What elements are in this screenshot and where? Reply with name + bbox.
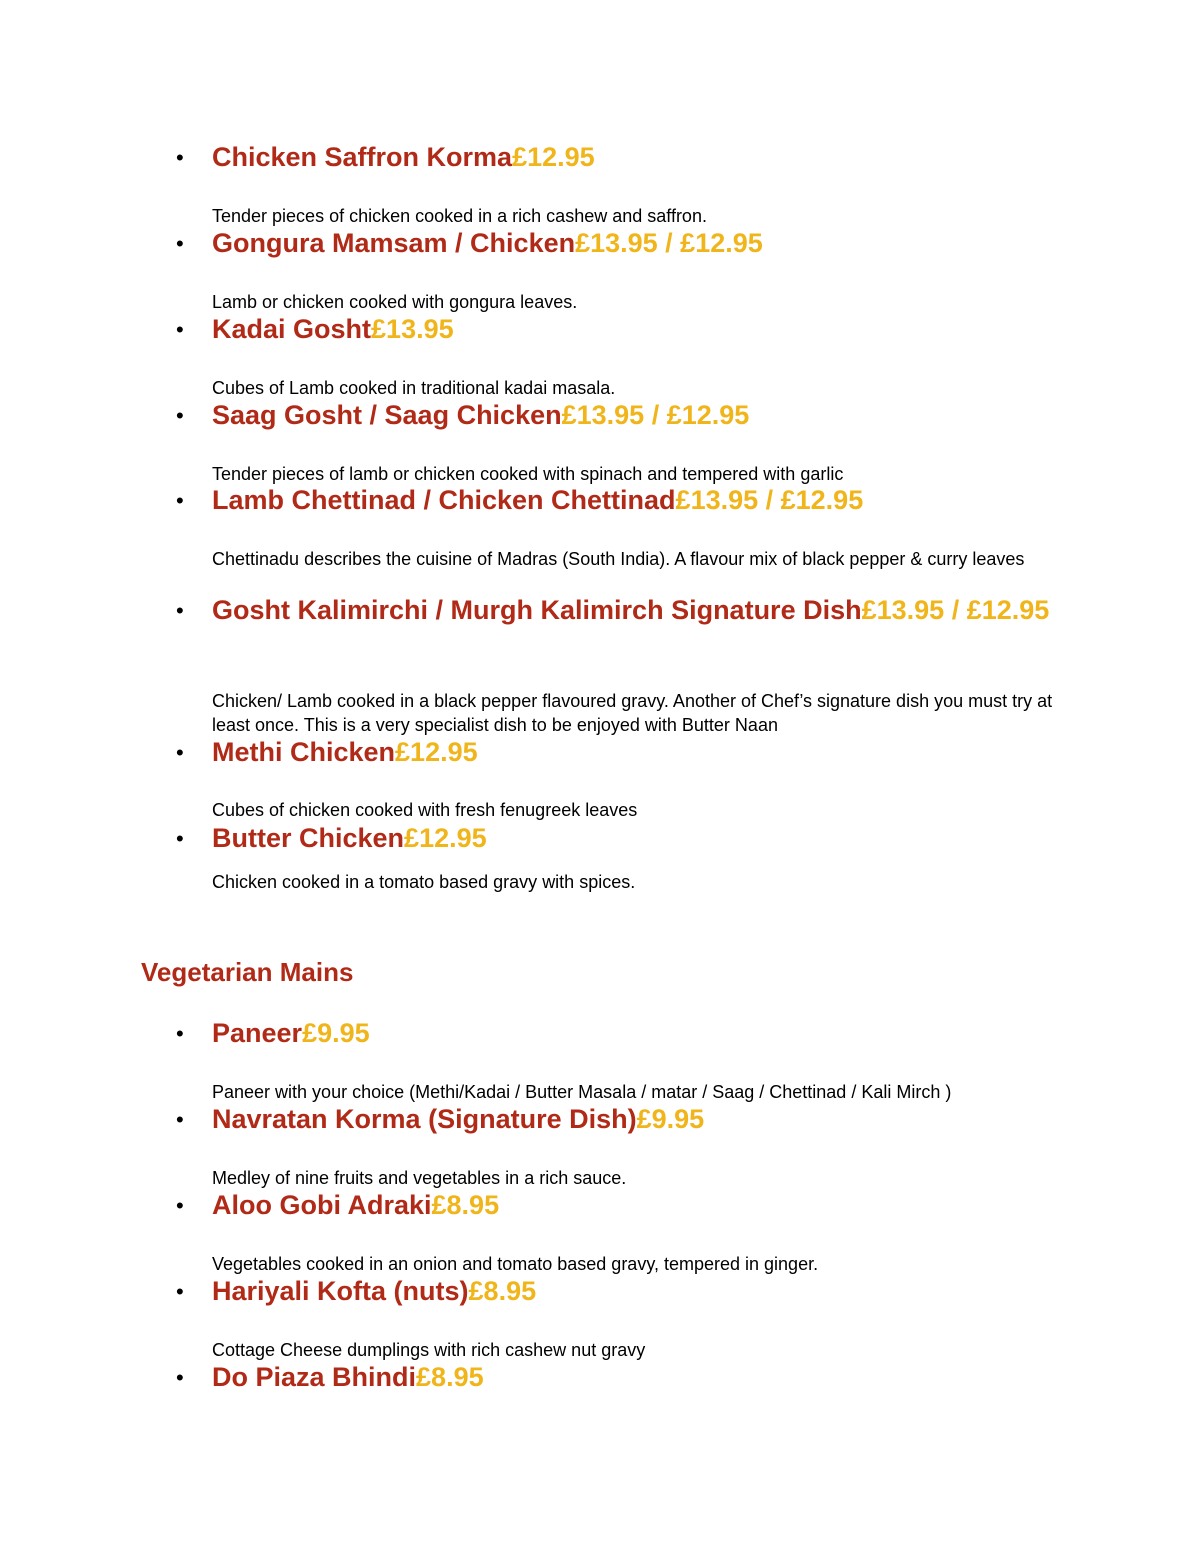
dish-price: £13.95 / £12.95 (575, 228, 763, 258)
dish-name: Saag Gosht / Saag Chicken (212, 400, 562, 430)
bullet-icon: • (176, 598, 184, 623)
dish-price: £12.95 (395, 737, 478, 767)
dish-name: Paneer (212, 1018, 303, 1048)
menu-item-title (176, 399, 1082, 432)
dish-name: Gosht Kalimirchi / Murgh Kalimirch Signature Dish (212, 595, 862, 625)
menu-item-title (176, 1017, 1082, 1050)
bullet-icon: • (176, 1279, 184, 1304)
dish-name: Methi Chicken (212, 737, 396, 767)
dish-description: Vegetables cooked in an onion and tomato based gravy, tempered in ginger. (212, 1254, 819, 1274)
bullet-icon: • (176, 826, 184, 851)
dish-price: £9.95 (636, 1104, 705, 1134)
dish-description: Cubes of chicken cooked with fresh fenugreek leaves (212, 800, 638, 820)
dish-description: Medley of nine fruits and vegetables in a rich sauce. (212, 1168, 627, 1188)
menu-item-title (176, 141, 1082, 174)
dish-description: Paneer with your choice (Methi/Kadai / Butter Masala / matar / Saag / Chettinad / Kali Mirch ) (212, 1082, 952, 1102)
bullet-icon: • (176, 1193, 184, 1218)
dish-price: £13.95 (371, 314, 454, 344)
menu-item-title (176, 594, 1082, 627)
bullet-icon: • (176, 488, 184, 513)
dish-price: £8.95 (431, 1190, 500, 1220)
dish-price: £13.95 / £12.95 (561, 400, 750, 430)
dish-description: Tender pieces of lamb or chicken cooked with spinach and tempered with garlic (212, 464, 844, 484)
menu-item-title (176, 1275, 1082, 1308)
bullet-icon: • (176, 231, 184, 256)
dish-name: Chicken Saffron Korma (212, 142, 513, 172)
dish-price: £8.95 (416, 1362, 484, 1392)
dish-description: Chicken/ Lamb cooked in a black pepper flavoured gravy. Another of Chef’s signature dish you must try at least once. This is a very specialist dish to be enjoyed with Butter Naan (212, 691, 1053, 735)
dish-name: Butter Chicken (212, 823, 405, 853)
dish-price: £8.95 (468, 1276, 537, 1306)
dish-description: Cubes of Lamb cooked in traditional kadai masala. (212, 378, 616, 398)
dish-description: Chicken cooked in a tomato based gravy with spices. (212, 872, 636, 892)
dish-price: £13.95 / £12.95 (861, 595, 1050, 625)
section-heading-vegetarian: Vegetarian Mains (141, 957, 354, 987)
bullet-icon: • (176, 740, 184, 765)
menu-item-title (176, 736, 1082, 769)
menu-item-title (176, 1103, 1082, 1136)
bullet-icon: • (176, 403, 184, 428)
menu-item-title (176, 822, 1082, 855)
menu-item-title (176, 227, 1082, 260)
dish-price: £9.95 (302, 1018, 370, 1048)
dish-description: Lamb or chicken cooked with gongura leaves. (212, 292, 578, 312)
dish-description: Chettinadu describes the cuisine of Madras (South India). A flavour mix of black pepper & curry leaves (212, 549, 1025, 569)
bullet-icon: • (176, 1365, 184, 1390)
dish-price: £13.95 / £12.95 (675, 485, 864, 515)
bullet-icon: • (176, 145, 184, 170)
dish-price: £12.95 (512, 142, 595, 172)
menu-item-title (176, 484, 1082, 517)
dish-description: Cottage Cheese dumplings with rich cashew nut gravy (212, 1340, 646, 1360)
dish-name: Navratan Korma (Signature Dish) (212, 1104, 637, 1134)
menu-item-title (176, 313, 1082, 346)
dish-name: Gongura Mamsam / Chicken (212, 228, 576, 258)
dish-name: Hariyali Kofta (nuts) (212, 1276, 469, 1306)
dish-name: Do Piaza Bhindi (212, 1362, 417, 1392)
menu-item-title (176, 1189, 1082, 1222)
dish-price: £12.95 (404, 823, 487, 853)
bullet-icon: • (176, 1021, 184, 1046)
dish-name: Kadai Gosht (212, 314, 372, 344)
bullet-icon: • (176, 1107, 184, 1132)
menu-item-title (176, 1361, 1082, 1394)
dish-name: Lamb Chettinad / Chicken Chettinad (212, 485, 676, 515)
bullet-icon: • (176, 317, 184, 342)
dish-description: Tender pieces of chicken cooked in a rich cashew and saffron. (212, 206, 707, 226)
dish-name: Aloo Gobi Adraki (212, 1190, 432, 1220)
